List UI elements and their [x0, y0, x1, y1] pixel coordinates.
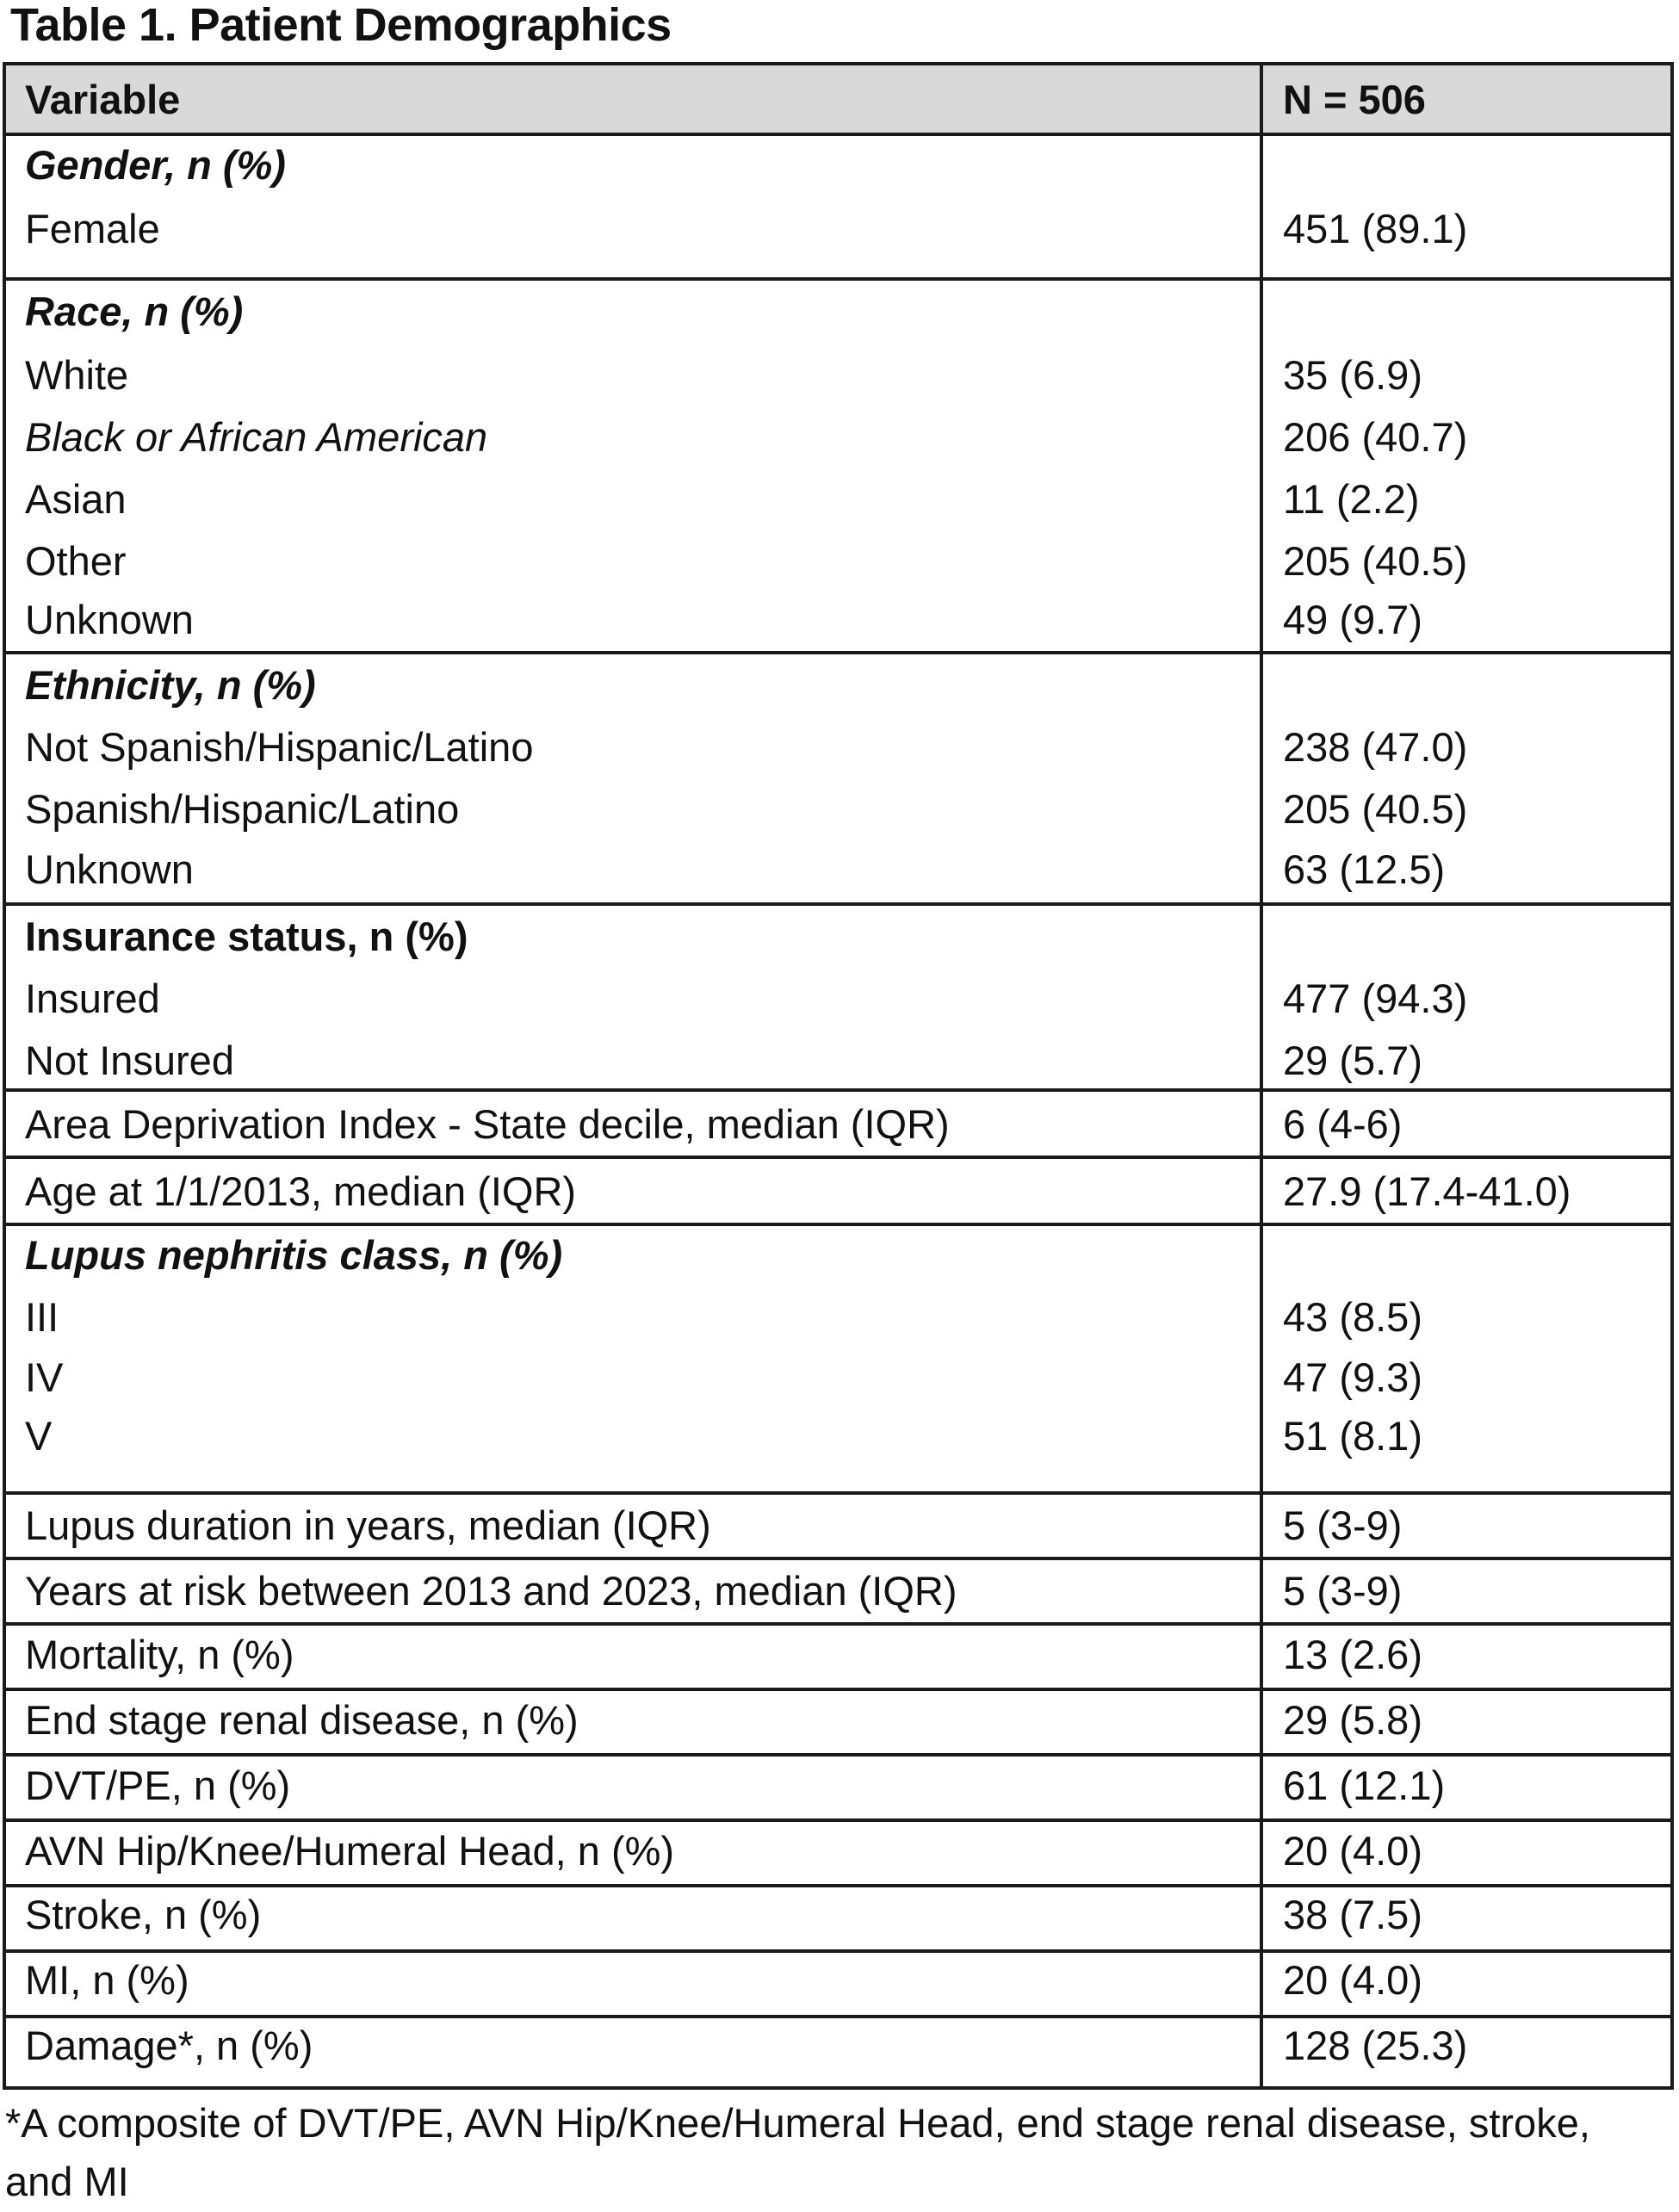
row-label-race: White [25, 352, 129, 398]
row-value-ethnicity: 63 (12.5) [1283, 846, 1446, 892]
row-label-lupus-class: V [25, 1413, 53, 1459]
row-divider [6, 651, 1670, 654]
row-value-age: 27.9 (17.4-41.0) [1283, 1168, 1571, 1214]
row-value-race: 49 (9.7) [1283, 597, 1422, 642]
row-value-lupus-class: 47 (9.3) [1283, 1354, 1422, 1400]
row-label-stroke: Stroke, n (%) [25, 1892, 262, 1937]
row-label-ethnicity: Spanish/Hispanic/Latino [25, 786, 460, 832]
column-divider [1260, 65, 1263, 2086]
row-label-avn: AVN Hip/Knee/Humeral Head, n (%) [25, 1828, 675, 1874]
row-value-mi: 20 (4.0) [1283, 1957, 1422, 2003]
row-label-mi: MI, n (%) [25, 1957, 189, 2003]
row-divider [6, 133, 1670, 136]
row-divider [6, 902, 1670, 906]
row-label-race: Asian [25, 476, 127, 522]
row-value-adi: 6 (4-6) [1283, 1101, 1403, 1147]
row-value-mortality: 13 (2.6) [1283, 1632, 1422, 1677]
row-value-damage: 128 (25.3) [1283, 2023, 1468, 2068]
row-label-lupus-class: IV [25, 1354, 64, 1400]
row-label-adi: Area Deprivation Index - State decile, median (IQR) [25, 1101, 950, 1147]
row-label-lupus-class: III [25, 1294, 59, 1340]
demographics-table [3, 62, 1674, 2090]
row-label-race: Unknown [25, 597, 194, 642]
row-value-race: 205 (40.5) [1283, 538, 1468, 584]
row-value-lupus-class: 51 (8.1) [1283, 1413, 1422, 1459]
row-label-mortality: Mortality, n (%) [25, 1632, 294, 1677]
row-value-race: 11 (2.2) [1283, 476, 1420, 522]
section-heading-insurance: Insurance status, n (%) [25, 914, 468, 959]
row-divider [6, 1156, 1670, 1159]
row-divider [6, 1223, 1670, 1226]
row-value-ethnicity: 238 (47.0) [1283, 724, 1468, 770]
row-value-insurance: 29 (5.7) [1283, 1038, 1422, 1083]
row-label-lupus-duration: Lupus duration in years, median (IQR) [25, 1503, 711, 1548]
row-value-race: 35 (6.9) [1283, 352, 1422, 398]
row-divider [6, 1949, 1670, 1953]
row-label-insurance: Insured [25, 976, 160, 1021]
row-label-age: Age at 1/1/2013, median (IQR) [25, 1168, 577, 1214]
row-value-years-at-risk: 5 (3-9) [1283, 1568, 1403, 1614]
row-value-dvt-pe: 61 (12.1) [1283, 1763, 1446, 1808]
row-divider [6, 1557, 1670, 1560]
row-divider [6, 1819, 1670, 1822]
row-label-ethnicity: Unknown [25, 846, 194, 892]
row-label-female: Female [25, 206, 160, 251]
row-divider [6, 277, 1670, 281]
row-label-damage: Damage*, n (%) [25, 2023, 313, 2068]
row-label-insurance: Not Insured [25, 1038, 234, 1083]
row-value-avn: 20 (4.0) [1283, 1828, 1422, 1874]
row-label-dvt-pe: DVT/PE, n (%) [25, 1763, 291, 1808]
row-divider [6, 1088, 1670, 1092]
section-heading-gender: Gender, n (%) [25, 142, 286, 188]
row-value-race: 206 (40.7) [1283, 414, 1468, 460]
row-value-insurance: 477 (94.3) [1283, 976, 1468, 1021]
row-value-ethnicity: 205 (40.5) [1283, 786, 1468, 832]
row-value-stroke: 38 (7.5) [1283, 1892, 1422, 1937]
row-label-race: Black or African American [25, 414, 488, 460]
row-divider [6, 1491, 1670, 1495]
row-value-lupus-duration: 5 (3-9) [1283, 1503, 1403, 1548]
row-divider [6, 1884, 1670, 1887]
row-label-esrd: End stage renal disease, n (%) [25, 1697, 579, 1743]
header-variable: Variable [25, 77, 181, 122]
row-divider [6, 1688, 1670, 1691]
row-divider [6, 1753, 1670, 1757]
section-heading-ethnicity: Ethnicity, n (%) [25, 662, 316, 708]
row-divider [6, 2015, 1670, 2018]
row-value-female: 451 (89.1) [1283, 206, 1468, 251]
row-label-race: Other [25, 538, 127, 584]
row-label-ethnicity: Not Spanish/Hispanic/Latino [25, 724, 534, 770]
row-divider [6, 1622, 1670, 1626]
table-footnote: *A composite of DVT/PE, AVN Hip/Knee/Humeral Head, end stage renal disease, stroke, and MI [5, 2100, 1590, 2204]
table-title: Table 1. Patient Demographics [10, 0, 672, 51]
header-n: N = 506 [1283, 77, 1426, 122]
row-label-years-at-risk: Years at risk between 2013 and 2023, median (IQR) [25, 1568, 957, 1614]
row-value-lupus-class: 43 (8.5) [1283, 1294, 1422, 1340]
row-value-esrd: 29 (5.8) [1283, 1697, 1422, 1743]
section-heading-lupus-class: Lupus nephritis class, n (%) [25, 1232, 563, 1278]
section-heading-race: Race, n (%) [25, 288, 244, 334]
